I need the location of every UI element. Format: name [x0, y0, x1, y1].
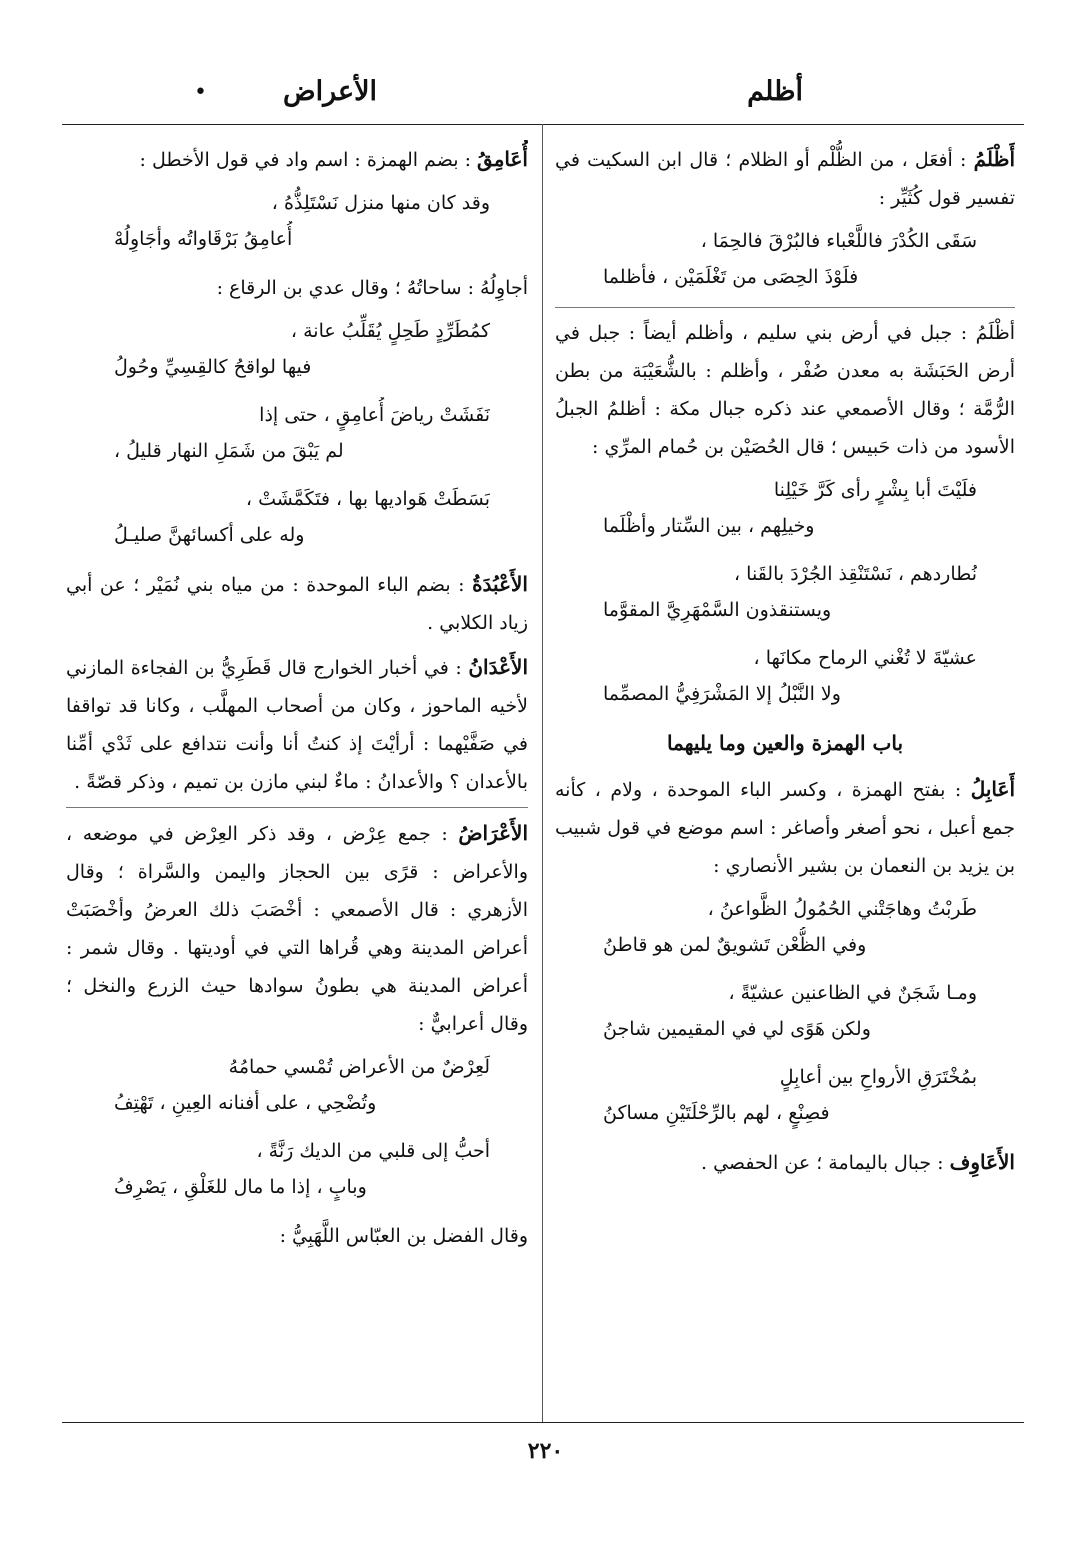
entry-text: أظْلَمُ : جبل في أرض بني سليم ، وأظلم أيضاً : جبل في أرض الحَبَشَة به معدن صُفْر ، وأظلم : بالشُّعَيْبَة من بطن الرُّمَّة ؛ وقال الأصمعي عند ذكره جبال مكة : أظلمُ الجبلُ الأسود من ذات حَبيس ؛ قال الحُصَيْن بن حُمام المرِّي :	[555, 322, 1015, 458]
entry-term: أَظْلَمُ	[973, 147, 1015, 171]
verse-line: وله على أكسائهنَّ صليـلُ	[114, 524, 305, 546]
left-column	[66, 140, 528, 1415]
verse-line: وفي الظُّعْن تَشويقٌ لمن هو قاطنُ	[603, 934, 867, 956]
verse-line: أُعامِقُ بَرْقَاواتُه وأجَاوِلُهْ	[114, 228, 293, 250]
entry-text: وقال الفضل بن العبّاس اللَّهَبِيُّ :	[279, 1225, 528, 1247]
verse-line: ومـا شَجَنٌ في الظاعنين عشيّةً ،	[728, 982, 977, 1004]
header-right-keyword: أظلم	[747, 76, 803, 107]
entry-term: أُعَامِقُ	[477, 147, 528, 171]
entry-term: الأَعَاوِف	[949, 1150, 1015, 1174]
section-heading: باب الهمزة والعين وما يليهما	[666, 731, 904, 755]
entry-aabil	[555, 770, 1015, 885]
entry-aawif	[555, 1143, 1015, 1182]
entry-term: أَعَابِلُ	[970, 777, 1015, 801]
verse-line: فيها لواقحُ كالقِسِيِّ وحُولُ	[114, 356, 312, 378]
page-number: ٢٢٠	[527, 1438, 564, 1464]
verse-line: وتُضْحِي ، على أفنانه العِينِ ، تَهْتِفُ	[114, 1092, 377, 1114]
entry-text: : في أخبار الخوارج قال قَطَرِيُّ بن الفجاءة المازني لأخيه الماحوز ، وكان من أصحاب المهلَّب ، وكانا قد تواقفا في صَفَّيْهما : أرأيْتَ إذ كنتُ أنا وأنت نتدافع على ثَدْي أمِّنا بالأعدان ؟ والأعدانُ : ماءٌ لبني مازن بن تميم ، وذكر قصّةً .	[66, 657, 528, 793]
verse-line: نَفَشَتْ رياضَ أُعامِقٍ ، حتى إذا	[259, 404, 490, 426]
entry-term: الأَعْبُدَةُ	[472, 572, 528, 596]
verse	[603, 891, 977, 963]
bottom-rule	[62, 1422, 1024, 1423]
verse	[114, 1133, 490, 1205]
verse-line: نُطاردهم ، نَسْتَنْقِذ الجُرْدَ بالقَنا ،	[734, 563, 977, 585]
entry-text: : بضم الهمزة : اسم واد في قول الأخطل :	[139, 149, 478, 171]
verse-line: وقد كان منها منزل نَسْتَلِذُّهُ ،	[271, 192, 490, 214]
entry-aabuda	[66, 565, 528, 642]
verse-line: بَسَطَتْ هَواديها بها ، فتَكَمَّشَتْ ،	[245, 488, 490, 510]
verse-line: لم يَبْقَ من شَمَلِ النهار قليلُ ،	[114, 440, 344, 462]
verse-line: كمُطَرِّدٍ طَحِلٍ يُقَلِّبُ عانة ،	[290, 320, 490, 342]
entry-text: : بضم الباء الموحدة : من مياه بني نُمَيْر ؛ عن أبي زياد الكلابي .	[66, 574, 528, 634]
verse-line: وبابٍ ، إذا ما مال للغَلْقِ ، يَصْرِفُ	[114, 1176, 367, 1198]
entry-ajawiluh	[66, 269, 528, 307]
entry-term: الأَعْرَاضُ	[458, 821, 528, 845]
entry-text: : بفتح الهمزة ، وكسر الباء الموحدة ، ولام ، كأنه جمع أعبل ، نحو أصغر وأصاغر : اسم موضع في قول شبيب بن يزيد بن النعمان بن بشير الأنصاري :	[555, 779, 1015, 877]
verse-line: وخيلِهم ، بين السِّتار وأظْلَما	[603, 515, 815, 537]
verse-line: فصِنْعٍ ، لهم بالرِّحْلَتَيْنِ مساكنُ	[603, 1102, 830, 1124]
verse-line: فلَيْتَ أبا بِشْرٍ رأى كَرَّ خَيْلِنا	[773, 479, 977, 501]
entry-text: : جبال باليمامة ؛ عن الحفصي .	[700, 1152, 950, 1174]
verse-line: فلَوْذَ الحِصَى من تَغْلَمَيْن ، فأظلما	[603, 266, 859, 288]
column-divider	[542, 124, 543, 1422]
entry-text: أجاوِلُهُ : ساحاتُهُ ؛ وقال عدي بن الرقاع :	[216, 277, 528, 299]
verse	[603, 975, 977, 1047]
entry-aadan	[66, 648, 528, 801]
verse-line: ولكن هَوًى لي في المقيمين شاجنُ	[603, 1018, 871, 1040]
verse	[114, 1049, 490, 1121]
entry-azlam-mountain	[555, 307, 1015, 466]
verse-line: لَعِرْضٌ من الأعراض تُمْسي حمامُهُ	[228, 1056, 490, 1078]
verse	[603, 640, 977, 712]
verse	[114, 313, 490, 385]
entry-aarad	[66, 807, 528, 1043]
verse	[603, 1059, 977, 1131]
verse-line: أحبُّ إلى قلبي من الديك رَنَّةً ،	[256, 1140, 490, 1162]
verse	[114, 481, 490, 553]
verse-line: عشيّةَ لا تُغْني الرماح مكانَها ،	[753, 647, 977, 669]
verse-line: ويستنقذون السَّمْهَرِيَّ المقوَّما	[603, 599, 832, 621]
verse-line: بمُخْتَرَقِ الأرواحِ بين أعابِلٍ	[779, 1066, 977, 1088]
verse-line: سَقَى الكُدْرَ فاللَّعْباء فالبُرْقَ فالحِمَا ،	[700, 230, 977, 252]
verse	[114, 397, 490, 469]
top-rule	[62, 124, 1024, 125]
entry-text: : أفعَل ، من الظُّلْم أو الظلام ؛ قال ابن السكيت في تفسير قول كُثَيِّر :	[555, 149, 1015, 209]
entry-fadl-quote	[66, 1217, 528, 1255]
verse	[603, 223, 977, 295]
entry-azlam	[555, 140, 1015, 217]
verse-line: طَربْتُ وهاجَتْني الحُمُولُ الظَّواعنُ ،	[707, 898, 977, 920]
verse	[114, 185, 490, 257]
verse	[603, 556, 977, 628]
right-column	[555, 140, 1015, 1415]
entry-text: : جمع عِرْض ، وقد ذكر العِرْض في موضعه ، والأعراض : قرًى بين الحجاز واليمن والسَّراة ؛ وقال الأزهري : قال الأصمعي : أخْصَبَ ذلك العرضُ وأخْصَبَتْ أعراض المدينة وهي قُراها التي في أوديتها . وقال شمر : أعراض المدينة هي بطونُ سوادها حيث الزرع والنخل ؛ وقال أعرابيٌّ :	[66, 823, 528, 1035]
verse-line: ولا النَّبْلُ إلا المَشْرَفِيُّ المصمِّما	[603, 683, 841, 705]
header-left-keyword: الأعراض	[283, 76, 378, 107]
header-dot: •	[194, 80, 207, 105]
entry-aamiq	[66, 140, 528, 179]
entry-term: الأَعْدَانُ	[468, 655, 528, 679]
verse	[603, 472, 977, 544]
